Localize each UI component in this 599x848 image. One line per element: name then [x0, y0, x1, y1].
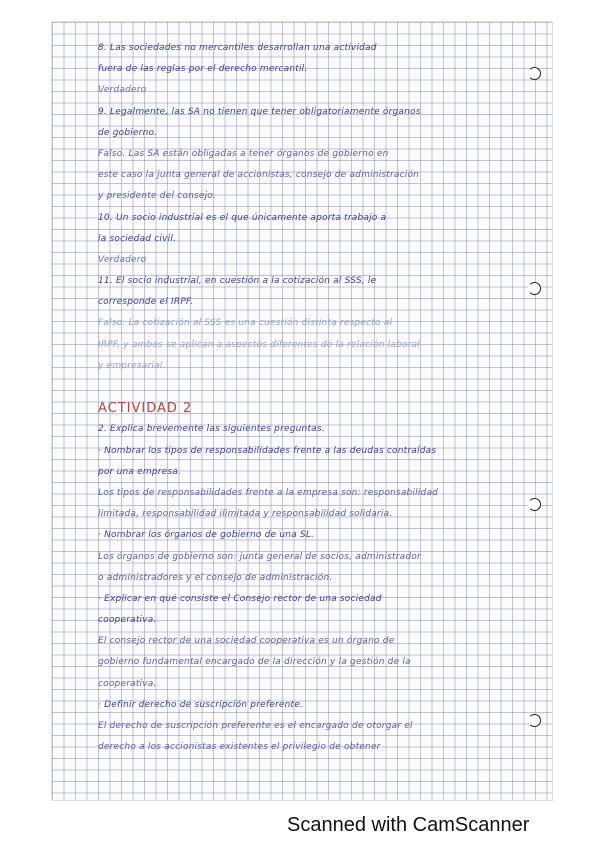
note-line: gobierno fundamental encargado de la dirección y la gestión de la	[98, 657, 411, 668]
note-line: 2. Explica brevemente las siguientes preguntas.	[98, 424, 325, 435]
note-line: Verdadero	[98, 85, 147, 96]
note-line: Los tipos de responsabilidades frente a la empresa son: responsabilidad	[98, 487, 439, 498]
note-line: Los órganos de gobierno son: junta general de socios, administrador	[98, 551, 421, 562]
camscanner-watermark: Scanned with CamScanner	[287, 814, 530, 836]
note-line: · Definir derecho de suscripción preferente.	[98, 699, 304, 710]
note-line: y empresarial.	[98, 360, 166, 371]
note-line: por una empresa.	[98, 466, 182, 477]
note-line: Falso. La cotización al SSS es una cuestión distinta respecto al	[98, 318, 393, 329]
note-line: y presidente del consejo.	[98, 191, 217, 202]
note-line: IRPF, y ambos se aplican a aspectos diferentes de la relación laboral	[98, 339, 421, 350]
handwritten-notes	[98, 38, 528, 758]
note-line: El consejo rector de una sociedad cooperativa es un órgano de	[98, 636, 395, 647]
note-line: cooperativa.	[98, 615, 157, 626]
note-line: fuera de las reglas por el derecho mercantil.	[98, 64, 308, 75]
binder-hole-icon	[528, 282, 541, 295]
note-line: El derecho de suscripción preferente es el encargado de otorgar el	[98, 721, 413, 731]
note-line: este caso la junta general de accionistas, consejo de administración	[98, 170, 420, 181]
note-line: limitada, responsabilidad ilimitada y responsabilidad solidaria.	[98, 509, 393, 520]
blank-line	[98, 377, 528, 398]
note-line: 9. Legalmente, las SA no tienen que tener obligatoriamente órganos	[98, 106, 421, 117]
note-line: derecho a los accionistas existentes el privilegio de obtener	[98, 742, 381, 753]
binder-hole-icon	[528, 498, 541, 511]
note-line: 8. Las sociedades no mercantiles desarrollan una actividad	[98, 43, 377, 53]
note-line: · Explicar en qué consiste el Consejo rector de una sociedad	[98, 593, 382, 604]
note-line: · Nombrar los órganos de gobierno de una SL.	[98, 530, 315, 541]
note-line: cooperativa.	[98, 678, 157, 689]
note-line: 11. El socio industrial, en cuestión a la cotización al SSS, le	[98, 276, 377, 287]
note-line: Falso. Las SA están obligadas a tener órganos de gobierno en	[98, 148, 389, 159]
binder-hole-icon	[528, 714, 541, 727]
note-line: 10. Un socio industrial es el que únicamente aporta trabajo a	[98, 212, 387, 223]
section-heading: ACTIVIDAD 2	[98, 401, 193, 417]
note-line: · Nombrar los tipos de responsabilidades frente a las deudas contraídas	[98, 445, 437, 456]
binder-hole-icon	[528, 67, 541, 80]
note-line: la sociedad civil.	[98, 233, 177, 244]
note-line: o administradores y el consejo de administración.	[98, 572, 333, 583]
note-line: corresponde el IRPF.	[98, 297, 194, 308]
note-line: Verdadero	[98, 254, 147, 265]
note-line: de gobierno.	[98, 127, 158, 138]
